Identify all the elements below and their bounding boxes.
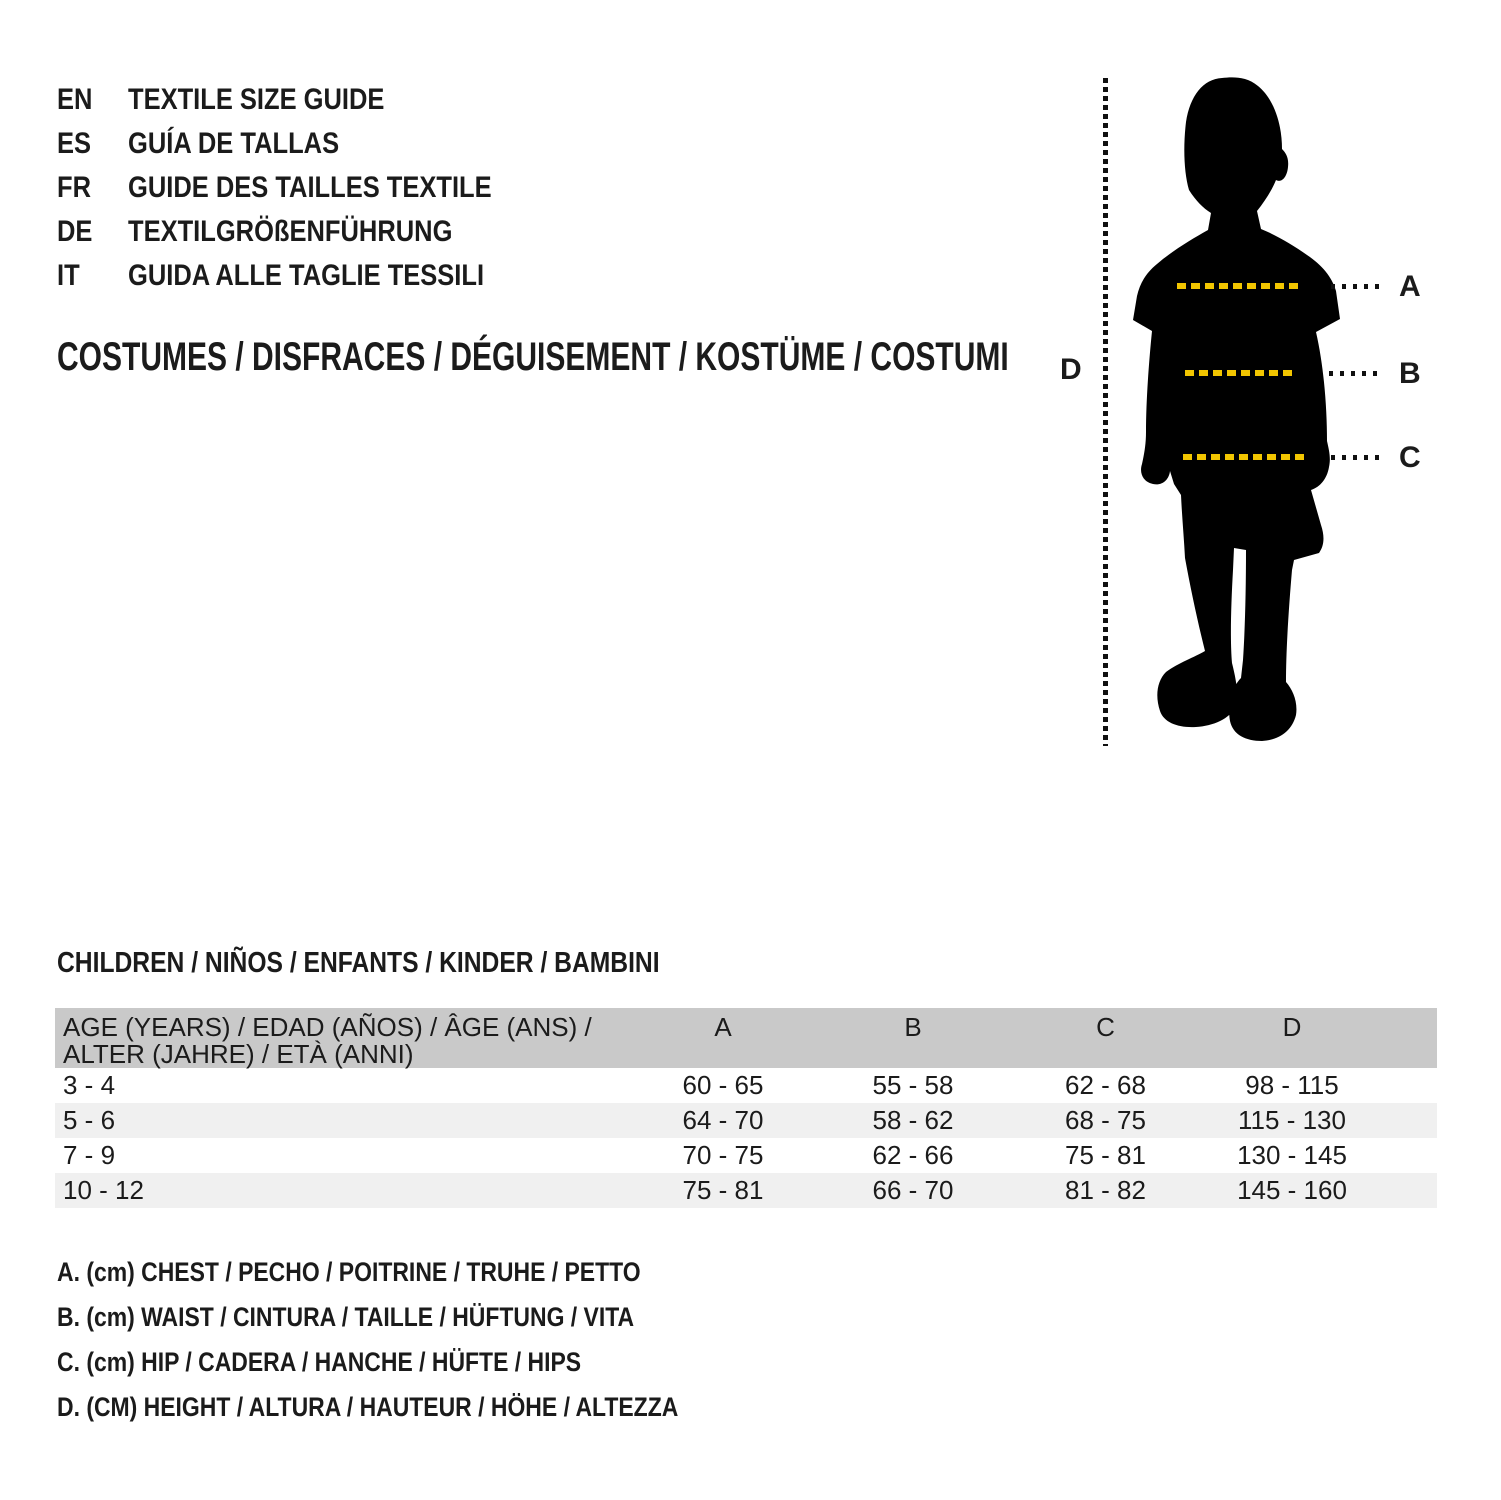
legend-line-hip: C. (cm) HIP / CADERA / HANCHE / HÜFTE / HIPS [57,1347,582,1377]
height-cell: 130 - 145 [1237,1140,1347,1170]
age-cell: 10 - 12 [63,1175,144,1205]
measure-label-b: B [1399,357,1421,390]
language-code: ES [57,127,92,160]
language-row-de [57,210,556,254]
language-row-es [57,122,556,166]
hip-cell: 62 - 68 [1065,1070,1146,1100]
waist-cell: 55 - 58 [872,1070,954,1100]
height-cell: 145 - 160 [1237,1175,1347,1205]
age-cell: 3 - 4 [63,1070,116,1100]
table-row [55,1138,1437,1173]
age-cell: 5 - 6 [63,1105,116,1135]
chest-cell: 60 - 65 [682,1070,764,1100]
hip-measure-line [1183,454,1305,460]
measure-label-d: D [1060,353,1082,386]
measure-label-a: A [1399,270,1421,303]
waist-cell: 58 - 62 [872,1105,954,1135]
waist-cell: 62 - 66 [872,1140,954,1170]
legend-line-height: D. (CM) HEIGHT / ALTURA / HAUTEUR / HÖHE / ALTEZZA [57,1392,679,1422]
chest-measure-line [1177,283,1303,289]
table-col-header-a: A [714,1012,732,1042]
section-title-children: CHILDREN / NIÑOS / ENFANTS / KINDER / BAMBINI [57,947,660,979]
chest-cell: 75 - 81 [682,1175,764,1205]
language-guide-title: TEXTILE SIZE GUIDE [128,83,385,116]
table-row [55,1173,1437,1208]
hip-cell: 75 - 81 [1065,1140,1146,1170]
language-code: EN [57,83,93,116]
language-guide-title: GUIDA ALLE TAGLIE TESSILI [128,259,485,292]
child-silhouette [1100,70,1400,750]
waist-measure-line [1185,370,1297,376]
measurement-legend [57,1250,788,1430]
table-col-header-d: D [1282,1012,1302,1042]
height-cell: 98 - 115 [1245,1070,1339,1100]
hip-cell: 81 - 82 [1065,1175,1146,1205]
waist-cell: 66 - 70 [872,1175,954,1205]
legend-line-waist: B. (cm) WAIST / CINTURA / TAILLE / HÜFTUNG / VITA [57,1302,635,1332]
age-column-header: AGE (YEARS) / EDAD (AÑOS) / ÂGE (ANS) / ALTER (JAHRE) / ETÀ (ANNI) [63,1012,592,1069]
age-cell: 7 - 9 [63,1140,116,1170]
language-guide-title: GUIDE DES TAILLES TEXTILE [128,171,492,204]
chest-leader-line [1331,284,1385,289]
language-guide-list [57,78,556,298]
table-row [55,1068,1437,1103]
hip-cell: 68 - 75 [1065,1105,1146,1135]
language-code: DE [57,215,93,248]
language-row-it [57,254,556,298]
table-col-header-c: C [1096,1012,1115,1042]
table-header-row [55,1008,1437,1068]
language-row-fr [57,166,556,210]
hip-leader-line [1331,455,1385,460]
chest-cell: 64 - 70 [682,1105,764,1135]
waist-leader-line [1329,371,1383,376]
language-code: IT [57,259,80,292]
children-size-table [55,1008,1437,1208]
table-row [55,1103,1437,1138]
language-guide-title: GUÍA DE TALLAS [128,127,340,160]
language-guide-title: TEXTILGRÖßENFÜHRUNG [128,215,453,248]
language-code: FR [57,171,91,204]
language-row-en [57,78,556,122]
category-title: COSTUMES / DISFRACES / DÉGUISEMENT / KOSTÜME / COSTUMI [57,335,1009,379]
legend-line-chest: A. (cm) CHEST / PECHO / POITRINE / TRUHE / PETTO [57,1257,641,1287]
height-cell: 115 - 130 [1238,1105,1346,1135]
chest-cell: 70 - 75 [682,1140,764,1170]
measure-label-c: C [1399,441,1421,474]
table-col-header-b: B [904,1012,922,1042]
